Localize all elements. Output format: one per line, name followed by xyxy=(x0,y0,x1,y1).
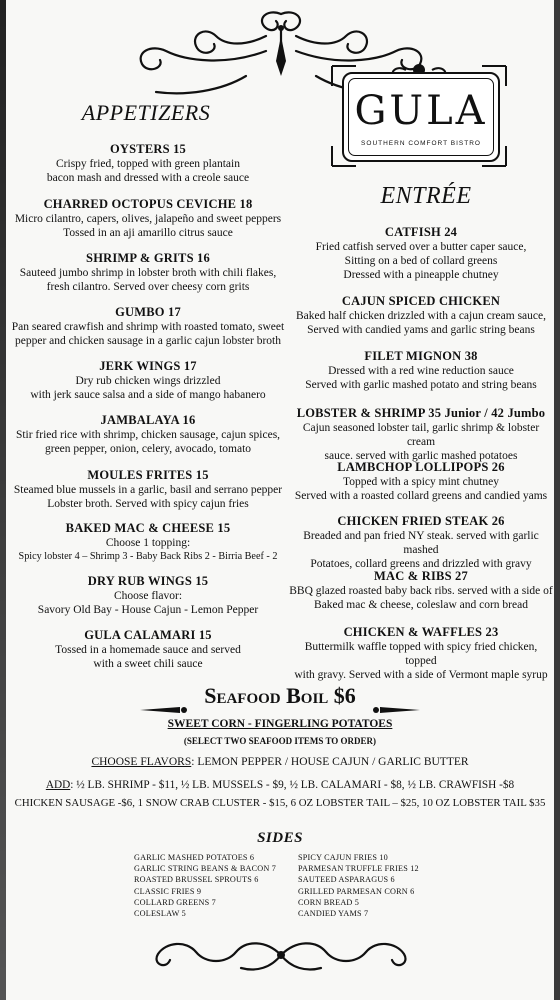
item-desc: Potatoes, collard greens and drizzled with gravy xyxy=(310,558,532,570)
item-name: GULA CALAMARI 15 xyxy=(84,628,212,642)
entree-item xyxy=(288,568,554,612)
item-desc: Breaded and pan fried NY steak. served with garlic mashed xyxy=(303,530,539,556)
item-name: JAMBALAYA 16 xyxy=(100,413,196,427)
appetizer-item xyxy=(8,520,288,564)
sides-right-column xyxy=(298,852,419,919)
item-name: BAKED MAC & CHEESE 15 xyxy=(65,521,231,535)
item-desc: Served with a roasted collard greens and candied yams xyxy=(294,490,548,502)
appetizer-item xyxy=(8,250,288,294)
sides-left-column xyxy=(134,852,276,919)
item-name: JERK WINGS 17 xyxy=(99,359,197,373)
item-name: FILET MIGNON 38 xyxy=(364,349,478,363)
item-name: DRY RUB WINGS 15 xyxy=(87,574,209,588)
seafood-boil-flavors xyxy=(6,756,554,768)
item-desc: Fried catfish served over a butter caper sauce, xyxy=(315,241,527,253)
item-desc: Baked mac & cheese, coleslaw and corn bread xyxy=(314,599,528,611)
item-name: CHICKEN & WAFFLES 23 xyxy=(343,625,499,639)
item-name: CATFISH 24 xyxy=(384,225,458,239)
item-name: SHRIMP & GRITS 16 xyxy=(86,251,210,265)
appetizer-item xyxy=(8,412,288,456)
item-desc: Served with candied yams and garlic string beans xyxy=(307,324,535,336)
item-desc: Lobster broth. Served with spicy cajun fries xyxy=(47,498,249,510)
appetizer-item xyxy=(8,196,288,240)
side-item: ROASTED BRUSSEL SPROUTS 6 xyxy=(134,875,259,885)
item-name: LAMBCHOP LOLLIPOPS 26 xyxy=(337,460,505,474)
item-desc: Cajun seasoned lobster tail, garlic shrimp & lobster cream xyxy=(302,422,540,448)
item-desc: pepper and chicken sausage in a garlic cajun lobster broth xyxy=(15,335,281,347)
entree-item xyxy=(288,624,554,682)
side-item: SPICY CAJUN FRIES 10 xyxy=(298,853,388,862)
flavors-text: : LEMON PEPPER / HOUSE CAJUN / GARLIC BUTTER xyxy=(191,756,469,768)
entree-heading: ENTRÉE xyxy=(380,183,472,209)
logo-tagline: SOUTHERN COMFORT BISTRO xyxy=(361,140,481,147)
item-desc: Baked half chicken drizzled with a cajun cream sauce, xyxy=(295,310,546,322)
item-desc: Sauteed jumbo shrimp in lobster broth with chili flakes, xyxy=(19,267,277,279)
item-desc: Sitting on a bed of collard greens xyxy=(344,255,498,267)
appetizer-item xyxy=(8,573,288,617)
item-desc: Choose 1 topping: xyxy=(105,537,191,549)
item-desc: Pan seared crawfish and shrimp with roasted tomato, sweet xyxy=(11,321,285,333)
entree-item xyxy=(288,224,554,282)
entree-item xyxy=(288,348,554,392)
item-desc: Served with garlic mashed potato and string beans xyxy=(305,379,537,391)
item-desc: Spicy lobster 4 – Shrimp 3 - Baby Back Ribs 2 - Birria Beef - 2 xyxy=(18,551,278,562)
side-item: CORN BREAD 5 xyxy=(298,897,360,907)
seafood-boil-add-line-2: CHICKEN SAUSAGE -$6, 1 SNOW CRAB CLUSTER - $15, 6 OZ LOBSTER TAIL – $25, 10 OZ LOBSTER TAIL $35 xyxy=(14,797,546,809)
side-item: CLASSIC FRIES 9 xyxy=(134,886,202,896)
appetizer-item xyxy=(8,627,288,671)
seafood-boil-title: Seafood Boil $6 xyxy=(204,683,356,708)
side-item: COLLARD GREENS 7 xyxy=(134,897,216,907)
item-desc: BBQ glazed roasted baby back ribs. served with a side of xyxy=(289,585,553,597)
item-desc: Dry rub chicken wings drizzled xyxy=(75,375,221,387)
entree-item xyxy=(288,459,554,503)
entree-item xyxy=(288,293,554,337)
appetizer-item xyxy=(8,304,288,348)
item-desc: with a sweet chili sauce xyxy=(93,658,203,670)
item-desc: Dressed with a red wine reduction sauce xyxy=(328,365,514,377)
item-desc: Topped with a spicy mint chutney xyxy=(342,476,499,488)
item-desc: Dressed with a pineapple chutney xyxy=(343,269,499,281)
item-name: CHARRED OCTOPUS CEVICHE 18 xyxy=(43,197,253,211)
item-desc: green pepper, onion, celery, avocado, tomato xyxy=(44,443,252,455)
appetizer-item xyxy=(8,141,288,185)
side-item: SAUTEED ASPARAGUS 6 xyxy=(298,875,395,885)
item-desc: Choose flavor: xyxy=(113,590,183,602)
side-item: GRILLED PARMESAN CORN 6 xyxy=(298,886,415,896)
item-desc: Tossed in a homemade sauce and served xyxy=(55,644,241,656)
item-desc: Micro cilantro, capers, olives, jalapeño and sweet peppers xyxy=(14,213,282,225)
item-desc: Buttermilk waffle topped with spicy fried chicken, topped xyxy=(304,641,538,667)
restaurant-logo xyxy=(342,72,500,162)
appetizers-heading: APPETIZERS xyxy=(81,100,211,125)
menu-page xyxy=(6,0,554,1000)
sides-heading: SIDES xyxy=(257,830,303,846)
bottom-flourish-ornament xyxy=(136,930,426,980)
add-line-1: : ½ LB. SHRIMP - $11, ½ LB. MUSSELS - $9, ½ LB. CALAMARI - $8, ½ LB. CRAWFISH -$8 xyxy=(70,779,515,791)
seafood-boil-add xyxy=(6,779,554,791)
item-desc: Steamed blue mussels in a garlic, basil and serrano pepper xyxy=(13,484,283,496)
item-desc: fresh cilantro. Served over cheesy corn grits xyxy=(46,281,250,293)
side-item: CANDIED YAMS 7 xyxy=(298,909,369,919)
item-name: CHICKEN FRIED STEAK 26 xyxy=(337,514,505,528)
item-desc: bacon mash and dressed with a creole sauce xyxy=(46,172,250,184)
item-desc: Crispy fried, topped with green plantain xyxy=(56,158,240,170)
item-name: MAC & RIBS 27 xyxy=(374,569,468,583)
item-desc: with gravy. Served with a side of Vermont maple syrup xyxy=(294,669,548,681)
side-item: COLESLAW 5 xyxy=(134,909,186,919)
seafood-boil-note: (SELECT TWO SEAFOOD ITEMS TO ORDER) xyxy=(183,736,377,746)
item-desc: with jerk sauce salsa and a side of mango habanero xyxy=(30,389,266,401)
side-item: GARLIC STRING BEANS & BACON 7 xyxy=(134,864,277,874)
add-label: ADD xyxy=(45,779,71,791)
item-name: MOULES FRITES 15 xyxy=(87,468,209,482)
item-name: LOBSTER & SHRIMP 35 Junior / 42 Jumbo xyxy=(296,406,546,420)
flavors-label: CHOOSE FLAVORS xyxy=(91,756,192,768)
item-name: GUMBO 17 xyxy=(115,305,181,319)
entree-item xyxy=(288,513,554,571)
item-desc: Stir fried rice with shrimp, chicken sausage, cajun spices, xyxy=(15,429,281,441)
item-desc: Savory Old Bay - House Cajun - Lemon Pepper xyxy=(37,604,259,616)
entree-item xyxy=(288,405,554,463)
appetizer-item xyxy=(8,358,288,402)
item-desc: Tossed in an aji amarillo citrus sauce xyxy=(63,227,233,239)
seafood-boil-includes: SWEET CORN - FINGERLING POTATOES xyxy=(167,718,393,730)
logo-name: GULA xyxy=(354,88,488,134)
appetizer-item xyxy=(8,467,288,511)
item-desc: sauce. served with garlic mashed potatoes xyxy=(324,450,518,462)
item-name: CAJUN SPICED CHICKEN xyxy=(341,294,501,308)
side-item: GARLIC MASHED POTATOES 6 xyxy=(134,853,255,862)
item-name: OYSTERS 15 xyxy=(110,142,186,156)
side-item: PARMESAN TRUFFLE FRIES 12 xyxy=(298,864,419,874)
